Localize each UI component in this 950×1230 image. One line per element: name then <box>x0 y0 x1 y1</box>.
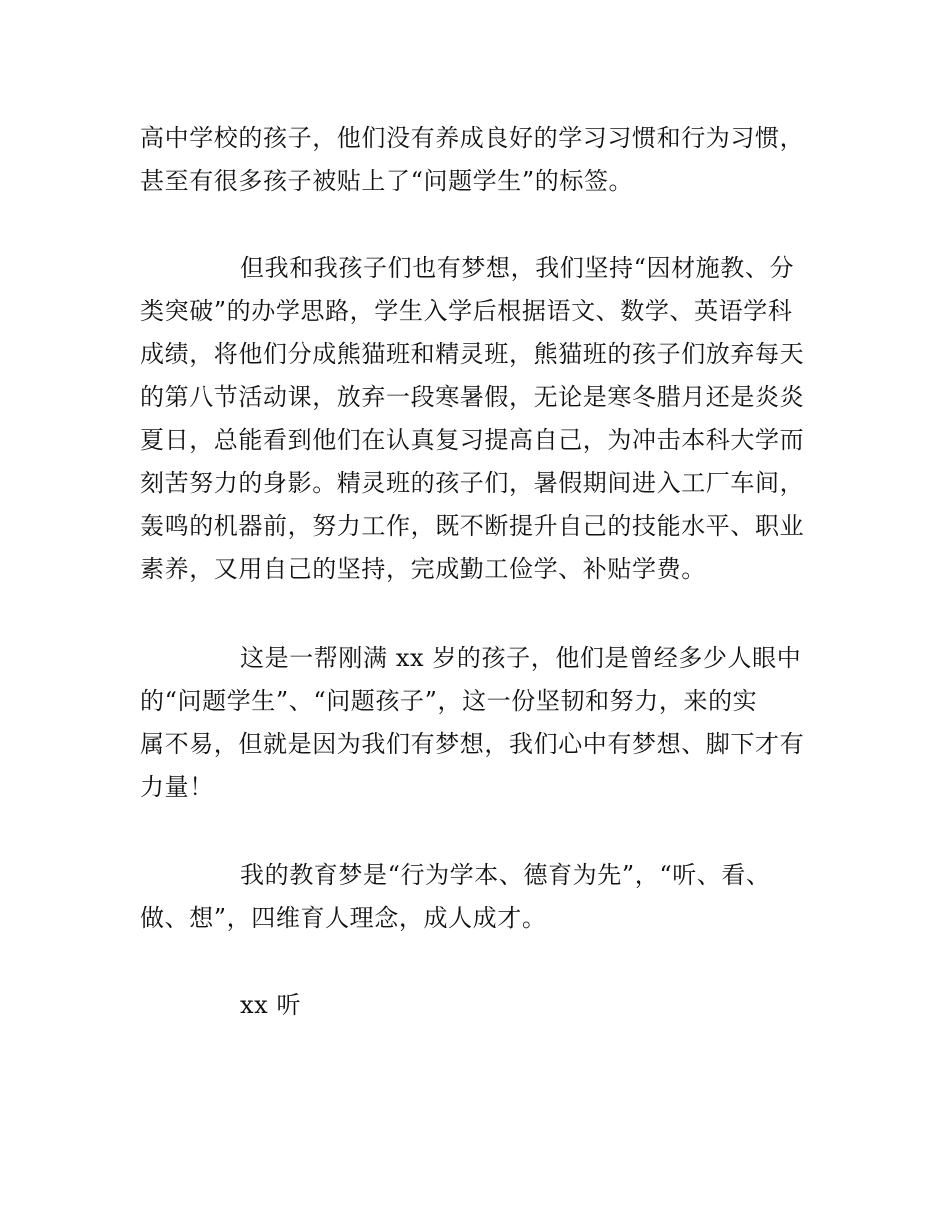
paragraph-1-line-1: 高中学校的孩子，他们没有养成良好的学习习惯和行为习惯， <box>140 124 805 152</box>
paragraph-2-line-7: 轰鸣的机器前，努力工作，既不断提升自己的技能水平、职业 <box>140 512 805 540</box>
paragraph-2-line-6: 刻苦努力的身影。精灵班的孩子们，暑假期间进入工厂车间， <box>140 469 805 497</box>
paragraph-4-line-1: 我的教育梦是“行为学本、德育为先”，“听、看、 <box>240 861 771 889</box>
paragraph-3-line-1: 这是一帮刚满 xx 岁的孩子，他们是曾经多少人眼中 <box>240 644 802 672</box>
paragraph-5-line-1: xx 听 <box>240 991 302 1019</box>
paragraph-2-line-1: 但我和我孩子们也有梦想，我们坚持“因材施教、分 <box>240 254 795 282</box>
paragraph-2-line-3: 成绩，将他们分成熊猫班和精灵班，熊猫班的孩子们放弃每天 <box>140 340 805 368</box>
paragraph-2-line-2: 类突破”的办学思路，学生入学后根据语文、数学、英语学科 <box>140 297 793 325</box>
paragraph-2-line-8: 素养，又用自己的坚持，完成勤工俭学、补贴学费。 <box>140 555 706 583</box>
paragraph-1-line-2: 甚至有很多孩子被贴上了“问题学生”的标签。 <box>140 167 634 195</box>
paragraph-2-line-4: 的第八节活动课，放弃一段寒暑假，无论是寒冬腊月还是炎炎 <box>140 383 805 411</box>
paragraph-4-line-2: 做、想”，四维育人理念，成人成才。 <box>140 904 547 932</box>
paragraph-3-line-2: 的“问题学生”、“问题孩子”，这一份坚韧和努力，来的实 <box>140 687 758 715</box>
paragraph-3-line-4: 力量！ <box>140 773 214 801</box>
paragraph-3-line-3: 属不易，但就是因为我们有梦想，我们心中有梦想、脚下才有 <box>140 730 805 758</box>
paragraph-2-line-5: 夏日，总能看到他们在认真复习提高自己，为冲击本科大学而 <box>140 426 805 454</box>
